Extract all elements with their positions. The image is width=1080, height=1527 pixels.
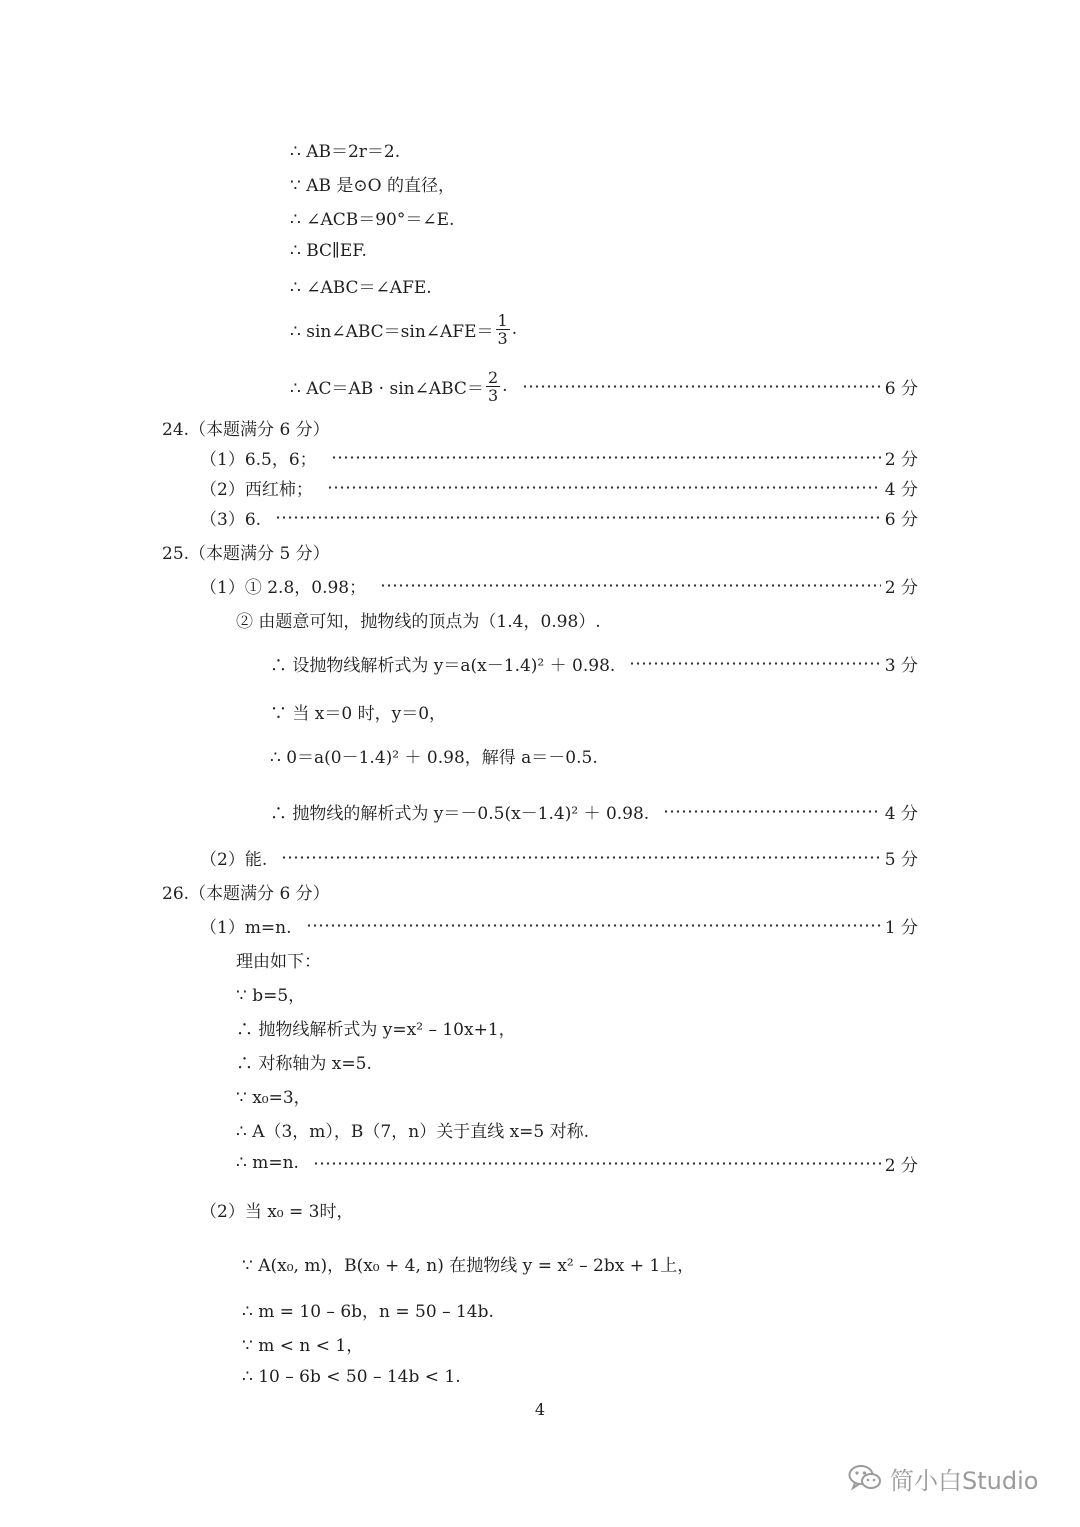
line-text: ∵ x₀=3， [236, 1087, 311, 1108]
dot-leader [629, 662, 880, 665]
answer-line [0, 976, 1080, 1010]
answer-line [0, 1192, 1080, 1226]
dot-leader [331, 456, 881, 459]
fraction-numerator: 2 [487, 367, 499, 387]
line-text: ∵ AB 是⊙O 的直径， [290, 175, 455, 196]
line-text: ∴ 10 – 6b < 50 – 14b < 1. [242, 1367, 461, 1387]
dot-leader [281, 856, 881, 859]
answer-line [0, 1078, 1080, 1112]
line-text: ∵ b=5， [236, 985, 306, 1006]
line-text: ∴ 抛物线的解析式为 y＝－0.5(x－1.4)² ＋ 0.98. [270, 803, 650, 824]
line-text: （2）西红柿； [200, 479, 313, 500]
score-mark: 2 分 [884, 449, 918, 470]
answer-line [0, 1246, 1080, 1280]
line-text: （1）6.5，6； [200, 449, 317, 470]
line-text: ∵ 当 x＝0 时，y＝0， [270, 703, 447, 724]
line-text: ② 由题意可知，抛物线的顶点为（1.4，0.98）. [236, 611, 601, 632]
dot-leader [522, 385, 881, 388]
line-text: ∴ ∠ACB＝90°＝∠E. [290, 209, 455, 230]
dot-leader [313, 1162, 881, 1165]
fraction [496, 312, 510, 347]
answer-line [0, 646, 1080, 680]
line-text: ∴ 设抛物线解析式为 y＝a(x－1.4)² ＋ 0.98. [270, 655, 616, 676]
answer-line [0, 200, 1080, 234]
answer-line [0, 369, 1080, 403]
line-text: ∴ ∠ABC＝∠AFE. [290, 277, 432, 298]
line-text: 26.（本题满分 6 分） [162, 883, 330, 904]
answer-line [0, 602, 1080, 636]
answer-line [0, 1112, 1080, 1146]
answer-line [0, 534, 1080, 568]
line-text: （3）6. [200, 509, 262, 530]
score-mark: 3 分 [884, 655, 918, 676]
answer-line [0, 1010, 1080, 1044]
line-text: ∵ m < n < 1， [242, 1335, 364, 1356]
fraction-denominator: 3 [487, 385, 499, 405]
answer-line [0, 470, 1080, 504]
line-text: ∴ AB＝2r＝2. [290, 141, 401, 162]
answer-line [0, 694, 1080, 728]
answer-line [0, 132, 1080, 166]
line-text: ∴ 对称轴为 x=5. [236, 1053, 372, 1074]
dot-leader [380, 584, 881, 587]
line-text: ∴ 0＝a(0－1.4)² ＋ 0.98，解得 a＝－0.5. [270, 747, 598, 768]
line-text: ∴ BC∥EF. [290, 241, 367, 261]
dot-leader [275, 516, 881, 519]
line-text: 24.（本题满分 6 分） [162, 419, 330, 440]
line-text: ∴ 抛物线解析式为 y=x² – 10x+1， [236, 1019, 516, 1040]
answer-line [0, 794, 1080, 828]
answer-line [0, 500, 1080, 534]
answer-line [0, 874, 1080, 908]
score-mark: 2 分 [884, 577, 918, 598]
watermark-text: 简小白Studio [890, 1466, 1039, 1495]
line-text-after: . [502, 376, 508, 396]
score-mark: 6 分 [884, 378, 918, 399]
dot-leader [663, 810, 881, 813]
line-text: ∴ sin∠ABC＝sin∠AFE＝ [290, 321, 494, 342]
answer-line [0, 1292, 1080, 1326]
wechat-icon [848, 1464, 882, 1492]
answer-line [0, 440, 1080, 474]
answer-line [0, 1044, 1080, 1078]
line-text: ∵ A(x₀, m)，B(x₀ + 4, n) 在抛物线 y = x² – 2bx + 1上， [242, 1255, 695, 1276]
fraction-numerator: 1 [497, 310, 508, 330]
line-text: （2）能. [200, 849, 268, 870]
answer-line [0, 942, 1080, 976]
answer-line [0, 1146, 1080, 1180]
dot-leader [327, 486, 881, 489]
answer-line [0, 1326, 1080, 1360]
answer-line [0, 840, 1080, 874]
line-text: ∴ m = 10 – 6b，n = 50 – 14b. [242, 1301, 494, 1322]
page-number: 4 [534, 1400, 546, 1419]
answer-line [0, 312, 1080, 346]
score-mark: 5 分 [884, 849, 918, 870]
answer-line [0, 738, 1080, 772]
score-mark: 2 分 [884, 1155, 918, 1176]
line-text: 25.（本题满分 5 分） [162, 543, 330, 564]
answer-line [0, 908, 1080, 942]
fraction-denominator: 3 [497, 328, 508, 348]
fraction [486, 369, 500, 404]
line-text: （2）当 x₀ = 3时， [200, 1201, 354, 1222]
answer-line [0, 166, 1080, 200]
line-text: ∴ m=n. [236, 1153, 299, 1173]
answer-line [0, 410, 1080, 444]
score-mark: 4 分 [884, 479, 918, 500]
dot-leader [306, 924, 881, 927]
score-mark: 4 分 [884, 803, 918, 824]
answer-line [0, 268, 1080, 302]
line-text: （1）m=n. [200, 917, 292, 938]
watermark [848, 1460, 1038, 1496]
line-text: ∴ A（3，m），B（7，n）关于直线 x=5 对称. [236, 1121, 590, 1142]
line-text: 理由如下： [236, 951, 321, 972]
score-mark: 6 分 [884, 509, 918, 530]
answer-line [0, 568, 1080, 602]
answer-line [0, 1360, 1080, 1394]
line-text-after: . [511, 319, 518, 339]
score-mark: 1 分 [884, 917, 918, 938]
line-text: ∴ AC＝AB · sin∠ABC＝ [290, 378, 484, 399]
line-text: （1）① 2.8，0.98； [200, 577, 367, 598]
answer-line [0, 234, 1080, 268]
